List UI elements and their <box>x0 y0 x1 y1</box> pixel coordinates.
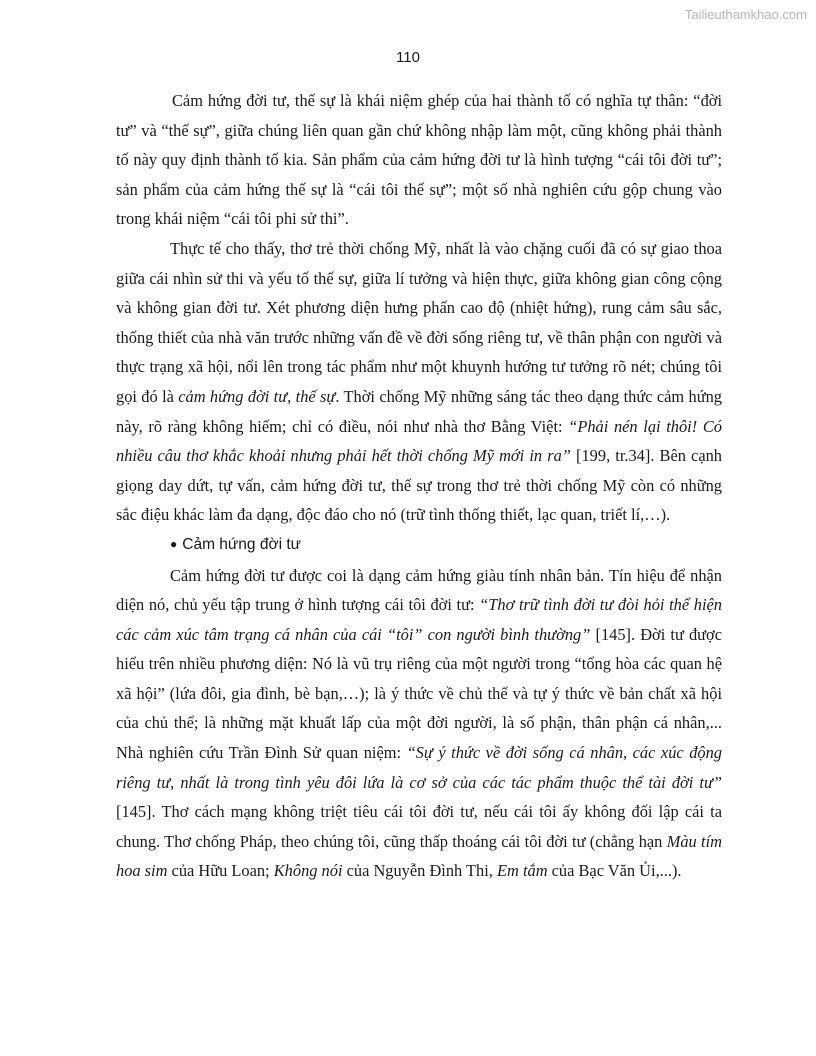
section-heading-text: Cảm hứng đời tư <box>182 535 302 553</box>
paragraph-1: Cảm hứng đời tư, thế sự là khái niệm ghép của hai thành tố có nghĩa tự thân: “đời tư” và “thế sự”, giữa chúng liên quan gần chứ không nhập làm một, cũng không phải thành tố này quy định thành tố kia. Sản phẩm của cảm hứng đời tư là hình tượng “cái tôi đời tư”; sản phẩm của cảm hứng thế sự là “cái tôi thế sự”; một số nhà nghiên cứu gộp chung vào trong khái niệm “cái tôi phi sử thi”. <box>116 91 722 229</box>
work-title-2: Không nói <box>273 861 343 881</box>
paragraph-3-text-4: của Hữu Loan; <box>167 861 274 881</box>
work-title-1: Màu tím hoa sim <box>116 831 722 881</box>
page-number: 110 <box>396 49 420 66</box>
paragraph-2-text-3: [199, tr.34]. Bên cạnh giọng day dứt, tự vấn, cảm hứng đời tư, thế sự trong thơ trẻ thời chống Mỹ còn có những sắc điệu khác làm đa dạng, độc đáo cho nó (trữ tình thống thiết, lạc quan, triết lí,…). <box>116 446 722 525</box>
paragraph-3-quote-1: “Thơ trữ tình đời tư đòi hỏi thể hiện các cảm xúc tâm trạng cá nhân của cái “tôi” con người bình thường” <box>116 595 722 644</box>
watermark: Tailieuthamkhao.com <box>684 7 807 22</box>
work-title-3: Em tắm <box>497 861 548 881</box>
paragraph-3-text-2: [145]. Đời tư được hiểu trên nhiều phương diện: Nó là vũ trụ riêng của một người trong “tổng hòa các quan hệ xã hội” (lứa đôi, gia đình, bè bạn,…); là ý thức về chủ thể và tự ý thức về bản chất xã hội của chủ thể; là những mặt khuất lấp của một đời người, là số phận, thân phận cá nhân,... Nhà nghiên cứu Trần Đình Sử quan niệm: <box>116 624 722 763</box>
paragraph-2-text-1: Thực tế cho thấy, thơ trẻ thời chống Mỹ, nhất là vào chặng cuối đã có sự giao thoa giữa cái nhìn sử thi và yếu tố thế sự, giữa lí tưởng và hiện thực, giữa không gian công cộng và không gian đời tư. Xét phương diện hưng phấn cao độ (nhiệt hứng), rung cảm sâu sắc, thống thiết của nhà văn trước những vấn đề về đời sống riêng tư, về thân phận con người và thực trạng xã hội, nổi lên trong tác phẩm như một khuynh hướng tư tưởng rõ nét; chúng tôi gọi đó là <box>116 238 722 406</box>
bullet-icon: ● <box>170 536 178 551</box>
paragraph-3-quote-2: “Sự ý thức về đời sống cá nhân, các xúc động riêng tư, nhất là trong tình yêu đôi lứa là cơ sở của các tác phẩm thuộc thể tài đời tư” <box>116 743 722 792</box>
paragraph-3-text-6: của Bạc Văn Ủi,...). <box>547 861 682 881</box>
paragraph-2-text-2: . Thời chống Mỹ những sáng tác theo dạng thức cảm hứng này, rõ ràng không hiếm; chỉ có điều, nói như nhà thơ Bằng Việt: <box>116 386 722 436</box>
paragraph-3 <box>116 561 722 887</box>
paragraph-2-emphasis-1: cảm hứng đời tư, thế sự <box>178 386 336 406</box>
paragraph-2 <box>116 234 722 530</box>
paragraph-2-quote: “Phải nén lại thôi! Có nhiều câu thơ khắc khoải nhưng phải hết thời chống Mỹ mới in ra” <box>116 416 722 466</box>
paragraph-3-text-5: của Nguyễn Đình Thi, <box>342 861 497 881</box>
paragraph-3-text-1: Cảm hứng đời tư được coi là dạng cảm hứng giàu tính nhân bản. Tín hiệu để nhận diện nó, chủ yếu tập trung ở hình tượng cái tôi đời tư: <box>116 565 722 615</box>
paragraph-3-text-3: [145]. Thơ cách mạng không triệt tiêu cái tôi đời tư, nếu cái tôi ấy không đối lập cái ta chung. Thơ chống Pháp, theo chúng tôi, cũng thấp thoáng cái tôi đời tư (chẳng hạn <box>116 802 722 851</box>
section-heading <box>116 530 722 561</box>
document-body <box>116 86 722 886</box>
